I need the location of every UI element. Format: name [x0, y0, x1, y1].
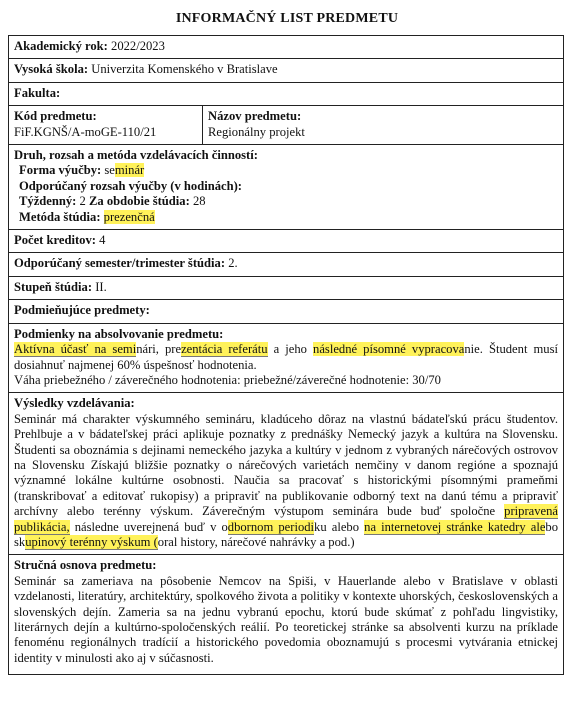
- outcomes-highlight-3: na internetovej stránke katedry ale: [364, 519, 546, 534]
- conditions-text-part: a jeho: [267, 342, 314, 357]
- conditions-row: [9, 324, 563, 394]
- weekly-label: Týždenný:: [19, 194, 77, 209]
- academic-year-row: [9, 36, 563, 59]
- outcomes-text-part: následne uverejnená buď v o: [69, 519, 228, 534]
- course-name-value: Regionálny projekt: [208, 124, 305, 139]
- outcomes-highlight-4: upinový terénny výskum (: [25, 534, 158, 549]
- syllabus-text: Seminár sa zameriava na pôsobenie Nemcov na Spiši, v Hauerlande alebo v Bratislave v oblasti vzdelanosti, literatúry, architektúry, spolkového života a politiky v kontexte uhorských, československých a slovenských dejín. Zameria sa na jednu vybranú epochu, ktorú bude skúmať z pohľadu lingvistiky, literárnych dejín a kultúrno-spoločenských reálií. Po teoretickej stránke sa absolventi kurzu na príklade fenoménu regionálnych tradícií a historického povedomia oboznamujú s procesmi vytvárania etnickej identity v minulosti ako aj v súčasnosti.: [14, 573, 558, 665]
- credits-label: Počet kreditov:: [14, 233, 96, 248]
- semester-value: 2.: [228, 256, 238, 271]
- university-value: Univerzita Komenského v Bratislave: [91, 62, 278, 77]
- method-line: [14, 210, 558, 225]
- outcomes-text-part: bo sk: [14, 519, 559, 549]
- method-value: prezenčná: [103, 209, 155, 224]
- level-row: [9, 277, 563, 300]
- academic-year-label: Akademický rok:: [14, 39, 108, 53]
- form-line: [14, 163, 558, 178]
- outcomes-text-part: oral history, nárečové nahrávky a pod.): [157, 534, 355, 549]
- form-label: Forma výučby:: [19, 163, 102, 178]
- evaluation-weight: Váha priebežného / záverečného hodnotenia: priebežné/záverečné hodnotenie: 30/70: [14, 372, 441, 387]
- outcomes-highlight-2: dbornom periodi: [227, 519, 315, 534]
- form-value-part: se: [104, 163, 115, 178]
- method-label: Metóda štúdia:: [19, 209, 101, 224]
- semester-label: Odporúčaný semester/trimester štúdia:: [14, 256, 226, 271]
- course-info-table: [8, 35, 564, 675]
- level-value: II.: [95, 279, 107, 294]
- prerequisites-label: Podmieňujúce predmety:: [14, 303, 150, 318]
- academic-year-value: 2022/2023: [111, 39, 165, 53]
- scope-label: Odporúčaný rozsah výučby (v hodinách):: [19, 178, 242, 193]
- conditions-highlight-3: následné písomné vypracova: [313, 342, 465, 357]
- conditions-highlight-2: zentácia referátu: [181, 342, 268, 357]
- conditions-label: Podmienky na absolvovanie predmetu:: [14, 326, 224, 341]
- outcomes-text-part: ku alebo: [314, 519, 365, 534]
- course-code-label: Kód predmetu:: [14, 109, 97, 124]
- syllabus-label: Stručná osnova predmetu:: [14, 558, 157, 573]
- hours-line: [14, 194, 558, 209]
- syllabus-row: [9, 555, 563, 675]
- form-value-highlight: minár: [114, 163, 145, 178]
- page-title: INFORMAČNÝ LIST PREDMETU: [175, 11, 399, 26]
- outcomes-text-part: Seminár má charakter výskumného semináru, kladúceho dôraz na vlastnú bádateľskú prácu študentov. Prehlbuje a v bádateľskej práci aplikuje poznatky z prednášky Nemecký jazyk a kultúra na Slovensku. Študenti sa oboznámia s dejinami nemeckého jazyka a kultúry v jednom z vybraných nárečových ostrovov na Slovensku Získajú bližšie poznatky o nárečových varietách nemčiny v danom regióne a spoznajú významné lokálne kultúrne osobnosti. Naučia sa pracovať s historickými písomnými prameňmi (transkribovať a editovať rukopisy) a pripraviť na publikovanie odborný text na danú tému a pripraviť archívny alebo terénny výskum. Záverečným výstupom seminára bude buď spoločne: [14, 411, 558, 519]
- credits-row: [9, 230, 563, 253]
- course-name-label: Názov predmetu:: [208, 109, 302, 124]
- course-code-cell: [9, 106, 203, 144]
- credits-value: 4: [99, 233, 106, 248]
- conditions-text-part: nie. Študent musí dosiahnuť najmenej 60% úspešnosť hodnotenia.: [14, 342, 559, 372]
- outcomes-text: [14, 412, 558, 551]
- activities-row: [9, 145, 563, 230]
- level-label: Stupeň štúdia:: [14, 279, 93, 294]
- course-code-name-row: [9, 106, 563, 145]
- conditions-text: [14, 342, 558, 373]
- faculty-row: [9, 83, 563, 106]
- prerequisites-row: [9, 300, 563, 323]
- outcomes-highlight-1: pripravená publikácia,: [14, 504, 558, 534]
- conditions-text-part: nári, pre: [136, 342, 182, 357]
- activities-label: Druh, rozsah a metóda vzdelávacích činností:: [14, 148, 258, 163]
- outcomes-row: [9, 393, 563, 555]
- university-label: Vysoká škola:: [14, 62, 89, 77]
- course-code-value: FiF.KGNŠ/A-moGE-110/21: [14, 124, 157, 139]
- period-label: Za obdobie štúdia:: [89, 194, 190, 209]
- outcomes-label: Výsledky vzdelávania:: [14, 396, 135, 411]
- period-value: 28: [192, 194, 206, 209]
- course-name-cell: [203, 106, 563, 144]
- faculty-label: Fakulta:: [14, 85, 61, 100]
- conditions-highlight-1: Aktívna účasť na semi: [14, 342, 137, 357]
- semester-row: [9, 253, 563, 276]
- weekly-value: 2: [79, 194, 86, 209]
- university-row: [9, 59, 563, 82]
- form-value: [104, 163, 144, 177]
